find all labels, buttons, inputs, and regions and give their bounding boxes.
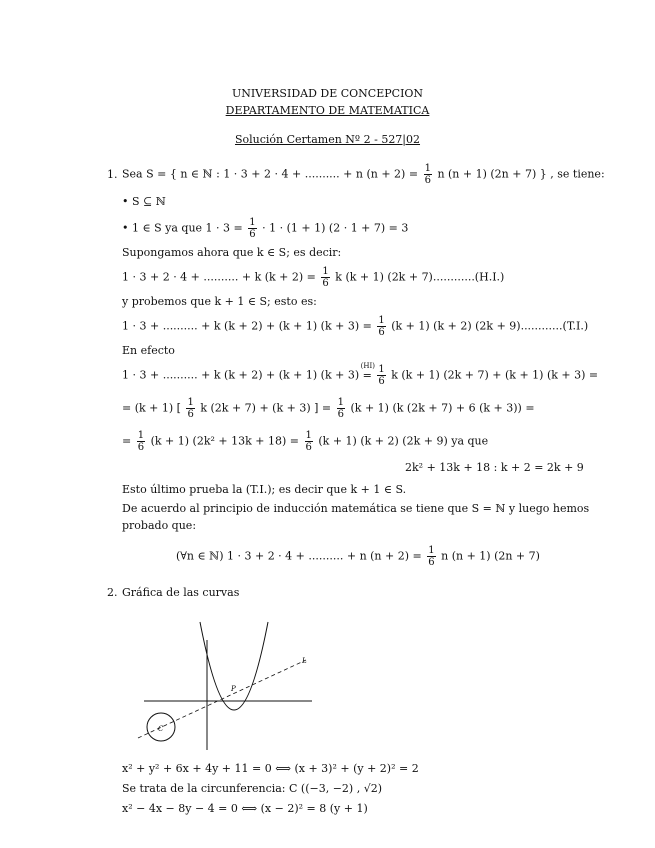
suppose-text: Supongamos ahora que k ∈ S; es decir: (122, 246, 342, 259)
document-title: Solución Certamen Nº 2 - 527|02 (234, 133, 421, 146)
proof-step-1: 1 · 3 + .......... + k (k + 2) + (k + 1) (k + 3) (HI) = $\frac{1}{6}$ k (k + 1) (2k + 7) + (k + 1) (k + 3) = (122, 361, 599, 387)
conclusion-line-3: probado que: (122, 519, 197, 532)
university-heading: UNIVERSIDAD DE CONCEPCION (231, 87, 424, 100)
department-heading: DEPARTAMENTO DE MATEMATICA (225, 104, 430, 117)
en-efecto: En efecto (122, 344, 175, 357)
induction-hypothesis: 1 · 3 + 2 · 4 + .......... + k (k + 2) = $\frac{1}{6}$ k (k + 1) (2k + 7)............(H.I.) (122, 266, 505, 289)
statement-fraction: $\frac{1}{6}$ (424, 163, 431, 186)
parabola-equation: x² − 4x − 8y − 4 = 0 ⟺ (x − 2)² = 8 (y + 1) (122, 802, 368, 815)
conclusion-line-1: Esto último prueba la (T.I.); es decir que k + 1 ∈ S. (122, 483, 407, 496)
line-label: L (302, 657, 307, 665)
proof-step-2: = (k + 1) [ $\frac{1}{6}$ k (2k + 7) + (k + 3) ] = $\frac{1}{6}$ (k + 1) (k (2k + 7) + 6 (k + 3)) = (122, 397, 535, 420)
bullet-base-case: • 1 ∈ S ya que 1 · 3 = $\frac{1}{6}$ · 1 · (1 + 1) (2 · 1 + 7) = 3 (122, 217, 409, 240)
problem2-number: 2. (107, 586, 118, 599)
statement-left: Sea S = { n ∈ ℕ : 1 · 3 + 2 · 4 + .......... + n (n + 2) = (122, 167, 419, 181)
parabola-label: P (231, 685, 236, 693)
polynomial-division: 2k² + 13k + 18 : k + 2 = 2k + 9 (405, 461, 584, 474)
conclusion-line-2: De acuerdo al principio de inducción matemática se tiene que S = ℕ y luego hemos (122, 502, 590, 515)
parabola-p (200, 622, 268, 710)
problem1-statement (122, 163, 605, 186)
circle-label: C (158, 725, 164, 733)
bullet-subset: • S ⊆ ℕ (122, 195, 166, 208)
circle-equation: x² + y² + 6x + 4y + 11 = 0 ⟺ (x + 3)² + (y + 2)² = 2 (122, 762, 419, 775)
proof-step-3: = $\frac{1}{6}$ (k + 1) (2k² + 13k + 18) = $\frac{1}{6}$ (k + 1) (k + 2) (2k + 9) ya que (122, 430, 489, 453)
circle-description: Se trata de la circunferencia: C ((−3, −2) , √2) (122, 782, 383, 795)
prove-text: y probemos que k + 1 ∈ S; esto es: (122, 295, 317, 308)
final-statement: (∀n ∈ ℕ) 1 · 3 + 2 · 4 + .......... + n (n + 2) = $\frac{1}{6}$ n (n + 1) (2n + 7) (176, 545, 540, 568)
statement-right: n (n + 1) (2n + 7) } , se tiene: (437, 167, 605, 181)
problem1-number: 1. (107, 168, 118, 181)
problem2-heading: Gráfica de las curvas (122, 586, 240, 599)
curves-graph (130, 610, 320, 755)
induction-thesis: 1 · 3 + .......... + k (k + 2) + (k + 1) (k + 3) = $\frac{1}{6}$ (k + 1) (k + 2) (2k + 9)............(T.I.) (122, 315, 589, 338)
